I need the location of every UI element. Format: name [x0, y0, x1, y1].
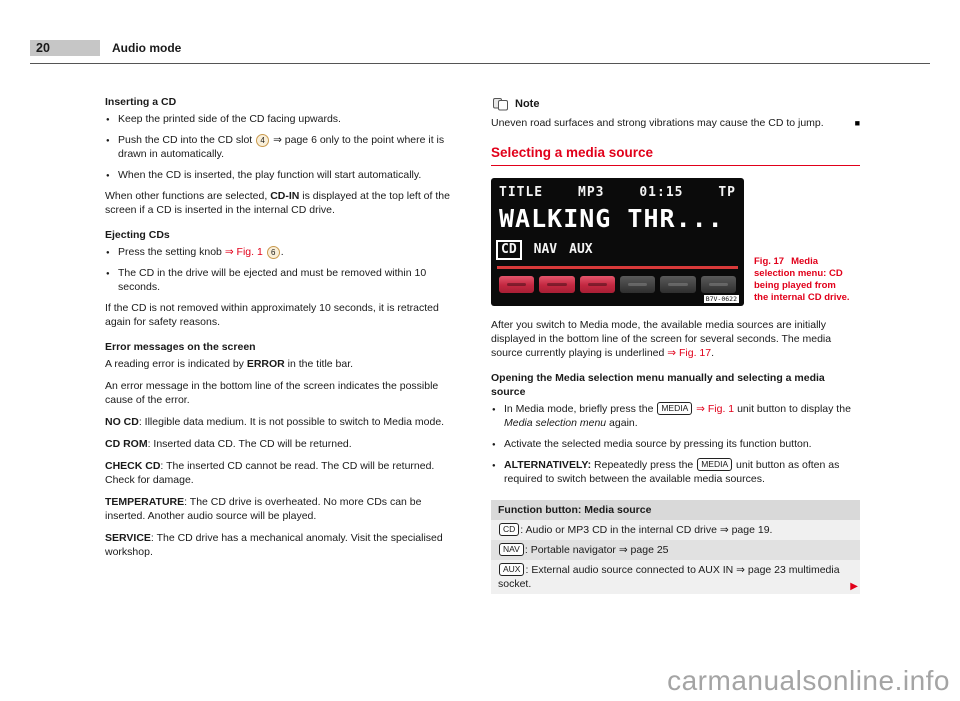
text-segment: Media selection menu [504, 417, 607, 429]
bullet-item [105, 266, 457, 294]
text-segment: : The inserted CD cannot be read. The CD will be returned. Check for damage. [105, 460, 435, 486]
section-title: Audio mode [112, 41, 182, 55]
text-segment: A reading error is indicated by [105, 358, 247, 370]
media-selection-figure [491, 178, 860, 306]
error-service [105, 531, 457, 559]
figure-caption-label: Fig. 17 [754, 256, 785, 267]
content-columns [105, 95, 860, 594]
function-button [701, 276, 736, 293]
text-segment: . [280, 246, 284, 258]
display-title-label: TITLE [499, 185, 544, 200]
note-body [491, 116, 860, 130]
error-cd-rom [105, 437, 457, 451]
note-header [493, 97, 860, 111]
callout-number: 6 [267, 246, 280, 259]
text-segment: TEMPERATURE [105, 496, 185, 508]
bullet-item [105, 168, 457, 182]
text-segment: Press the setting knob [118, 246, 225, 258]
text-segment: . [711, 347, 715, 359]
figure-caption-text: Media selection menu: CD being played from the internal CD drive. [754, 256, 850, 303]
keycap: MEDIA [657, 402, 692, 415]
display-status-row [499, 186, 736, 200]
text-segment: again. [606, 417, 638, 429]
note-text: Uneven road surfaces and strong vibrations may cause the CD to jump. [491, 117, 824, 129]
table-row-nav [491, 540, 860, 560]
function-button [660, 276, 695, 293]
heading-selecting-media-source: Selecting a media source [491, 146, 860, 166]
table-row-aux [491, 560, 860, 594]
function-button-row [499, 276, 736, 293]
text-segment: Repeatedly press the [591, 459, 697, 471]
text-segment: CHECK CD [105, 460, 161, 472]
callout-number: 4 [256, 134, 269, 147]
watermark: carmanualsonline.info [667, 665, 950, 696]
table-row-cd [491, 520, 860, 540]
text-segment: An error message in the bottom line of the screen indicates the possible cause of the error. [105, 380, 439, 406]
heading-inserting-a-cd: Inserting a CD [105, 96, 177, 108]
text-segment: in the title bar. [284, 358, 354, 370]
text-segment: : Audio or MP3 CD in the internal CD drive ⇒ page 19. [520, 524, 773, 536]
figure-reference-link[interactable]: ⇒ Fig. 1 [224, 246, 263, 258]
page-header [30, 40, 930, 64]
paragraph [491, 318, 860, 360]
text-segment: Push the CD into the CD slot [118, 134, 256, 146]
figure-caption [754, 256, 850, 306]
figure-reference-link[interactable]: ⇒ Fig. 17 [667, 347, 712, 359]
source-tab-aux: AUX [569, 242, 593, 257]
table-header: Function button: Media source [491, 500, 860, 520]
display-divider [497, 266, 738, 269]
end-of-section-marker: ■ [854, 118, 860, 128]
keycap: MEDIA [697, 458, 732, 471]
text-segment: ERROR [246, 358, 285, 370]
function-button [620, 276, 655, 293]
source-tab-cd: CD [496, 240, 522, 260]
bullet-item [105, 245, 457, 259]
text-segment: unit button to display the [734, 403, 851, 415]
paragraph [105, 189, 457, 217]
media-source-table [491, 500, 860, 594]
paragraph [105, 301, 457, 329]
right-column [491, 95, 860, 594]
display-format-label: MP3 [578, 185, 605, 200]
text-segment: Keep the printed side of the CD facing upwards. [118, 113, 341, 125]
keycap: NAV [499, 543, 524, 556]
text-segment: When the CD is inserted, the play function will start automatically. [118, 169, 422, 181]
display-tp-label: TP [718, 185, 736, 200]
text-segment: : Portable navigator ⇒ page 25 [524, 544, 669, 556]
text-segment: unit button as often as required to switch between the available media sources. [504, 459, 840, 485]
text-segment: Activate the selected media source by pressing its function button. [504, 438, 812, 450]
heading-ejecting-cds: Ejecting CDs [105, 229, 170, 241]
text-segment: ALTERNATIVELY: [504, 459, 592, 471]
continuation-arrow: ▶ [850, 581, 858, 592]
text-segment: ⇒ page 6 only to the point where it is drawn in automatically. [118, 134, 445, 160]
display-track-title: WALKING THR... [499, 204, 724, 233]
bullet-item [491, 458, 860, 486]
subheading-opening-media-menu: Opening the Media selection menu manually and selecting a media source [491, 372, 825, 398]
keycap: AUX [499, 563, 524, 576]
note-title: Note [515, 98, 540, 110]
text-segment: : Inserted data CD. The CD will be returned. [147, 438, 352, 450]
text-segment: If the CD is not removed within approximately 10 seconds, it is retracted again for safety reasons. [105, 302, 439, 328]
text-segment: : The CD drive has a mechanical anomaly. Visit the specialised workshop. [105, 532, 443, 558]
display-time-label: 01:15 [639, 185, 684, 200]
text-segment: When other functions are selected, [105, 190, 271, 202]
error-check-cd [105, 459, 457, 487]
keycap: CD [499, 523, 519, 536]
text-segment: CD-IN [270, 190, 300, 202]
text-segment: After you switch to Media mode, the available media sources are initially displayed in the bottom line of the screen for several seconds. The media source currently playing is underlined [491, 319, 832, 359]
text-segment: The CD in the drive will be ejected and must be removed within 10 seconds. [118, 267, 427, 293]
text-segment: SERVICE [105, 532, 151, 544]
display-source-row [499, 240, 736, 260]
paragraph [105, 357, 457, 371]
figure-code-label: B7V-0622 [705, 295, 737, 303]
text-segment: In Media mode, briefly press the [504, 403, 657, 415]
note-icon [493, 98, 508, 111]
error-temperature [105, 495, 457, 523]
heading-error-messages: Error messages on the screen [105, 341, 256, 353]
text-segment: : The CD drive is overheated. No more CDs can be inserted. Another audio source will be played. [105, 496, 422, 522]
text-segment: : Illegible data medium. It is not possible to switch to Media mode. [138, 416, 445, 428]
left-column [105, 95, 457, 594]
radio-display-unit [491, 178, 744, 306]
text-segment [263, 246, 266, 258]
note-box [491, 97, 860, 130]
paragraph [105, 379, 457, 407]
figure-reference-link[interactable]: ⇒ Fig. 1 [696, 403, 735, 415]
function-button [539, 276, 574, 293]
source-tab-nav: NAV [533, 242, 558, 257]
function-button [580, 276, 615, 293]
bullet-item [491, 437, 860, 451]
error-no-cd [105, 415, 457, 429]
text-segment: is displayed at the top left of the screen if a CD is inserted in the internal CD drive. [105, 190, 450, 216]
bullet-item [491, 402, 860, 430]
bullet-item [105, 133, 457, 161]
function-button [499, 276, 534, 293]
text-segment: : External audio source connected to AUX IN ⇒ page 23 multimedia socket. [498, 564, 840, 590]
bullet-item [105, 112, 457, 126]
text-segment: CD ROM [105, 438, 148, 450]
text-segment: NO CD [105, 416, 139, 428]
page-number-box: 20 [30, 40, 100, 56]
